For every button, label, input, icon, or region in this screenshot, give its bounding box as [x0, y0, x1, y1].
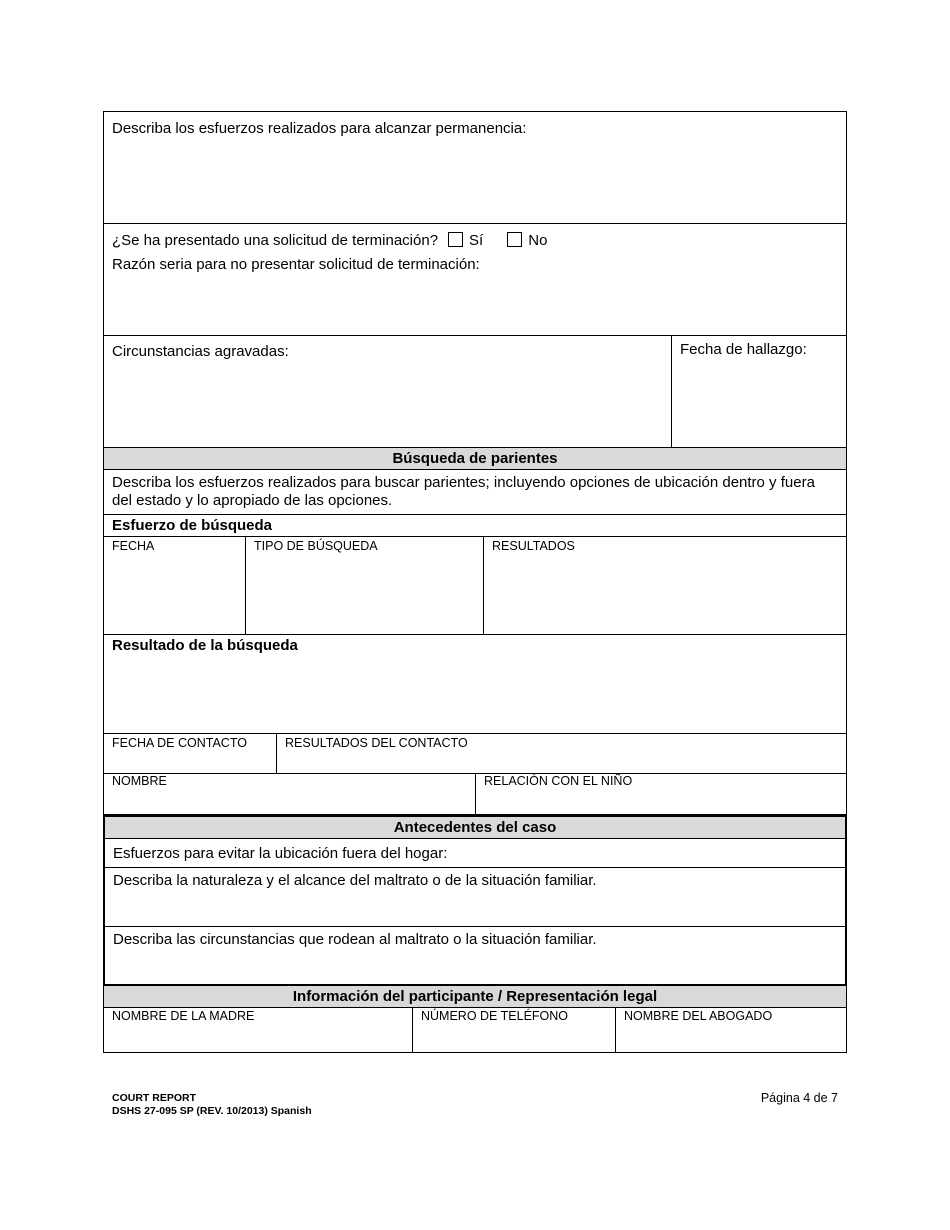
footer-report-title: COURT REPORT	[112, 1092, 196, 1104]
phone-field[interactable]	[412, 1008, 615, 1052]
termination-question-line	[104, 224, 846, 250]
search-result-field[interactable]	[103, 635, 847, 734]
permanency-efforts-label: Describa los esfuerzos realizados para alcanzar permanencia:	[112, 120, 527, 137]
court-report-form	[103, 111, 847, 1053]
search-type-column[interactable]	[245, 537, 483, 634]
permanency-efforts-field[interactable]	[103, 111, 847, 224]
nature-label: Describa la naturaleza y el alcance del maltrato o de la situación familiar.	[113, 872, 597, 889]
circumstances-label: Describa las circunstancias que rodean al maltrato o la situación familiar.	[113, 931, 597, 948]
participant-header: Información del participante / Representación legal	[103, 986, 847, 1008]
finding-date-field[interactable]	[671, 336, 846, 447]
avoid-placement-field[interactable]	[105, 839, 845, 868]
termination-question: ¿Se ha presentado una solicitud de terminación?	[112, 232, 439, 249]
yes-label: Sí	[469, 232, 484, 249]
attorney-label: NOMBRE DEL ABOGADO	[624, 1009, 773, 1023]
relative-search-header: Búsqueda de parientes	[103, 448, 847, 470]
attorney-field[interactable]	[615, 1008, 846, 1052]
relation-field[interactable]	[475, 774, 846, 814]
phone-label: NÚMERO DE TELÉFONO	[421, 1009, 569, 1023]
mother-name-field[interactable]: NOMBRE DE LA MADRE	[112, 1009, 255, 1023]
footer-form-id: DSHS 27-095 SP (REV. 10/2013) Spanish	[112, 1105, 312, 1117]
contact-results-label: RESULTADOS DEL CONTACTO	[285, 736, 468, 750]
contact-results-field[interactable]	[276, 734, 846, 773]
search-result-label: Resultado de la búsqueda	[112, 637, 298, 654]
participant-row	[103, 1008, 847, 1053]
finding-date-label: Fecha de hallazgo:	[680, 341, 807, 358]
contact-row	[103, 734, 847, 774]
search-effort-label: Esfuerzo de búsqueda	[112, 517, 273, 534]
date-column[interactable]: FECHA	[112, 539, 155, 553]
avoid-placement-label: Esfuerzos para evitar la ubicación fuera del hogar:	[113, 845, 448, 862]
case-background-header: Antecedentes del caso	[105, 817, 845, 839]
footer-form-info	[112, 1092, 312, 1118]
case-background-block	[103, 815, 847, 986]
no-label: No	[528, 232, 548, 249]
circumstances-field[interactable]	[105, 927, 845, 984]
termination-section	[103, 224, 847, 336]
results-column[interactable]	[483, 537, 846, 634]
search-effort-row	[103, 515, 847, 537]
aggravated-label: Circunstancias agravadas:	[112, 343, 289, 360]
name-field[interactable]: NOMBRE	[112, 774, 167, 788]
termination-reason-label: Razón seria para no presentar solicitud de terminación:	[112, 256, 480, 273]
relative-search-description	[103, 470, 847, 515]
contact-date-field[interactable]: FECHA DE CONTACTO	[112, 736, 247, 750]
nature-field[interactable]	[105, 868, 845, 927]
name-relation-row	[103, 774, 847, 815]
aggravated-section	[103, 336, 847, 448]
search-effort-table	[103, 537, 847, 635]
relation-label: RELACIÓN CON EL NIÑO	[484, 774, 633, 788]
no-checkbox[interactable]	[507, 232, 522, 247]
search-type-label: TIPO DE BÚSQUEDA	[254, 539, 378, 553]
page-number: Página 4 de 7	[760, 1091, 838, 1105]
relative-search-description-text: Describa los esfuerzos realizados para buscar parientes; incluyendo opciones de ubicación dentro y fuera del estado y lo apropiado de las opciones.	[112, 474, 815, 509]
yes-checkbox[interactable]	[448, 232, 463, 247]
results-label: RESULTADOS	[492, 539, 575, 553]
